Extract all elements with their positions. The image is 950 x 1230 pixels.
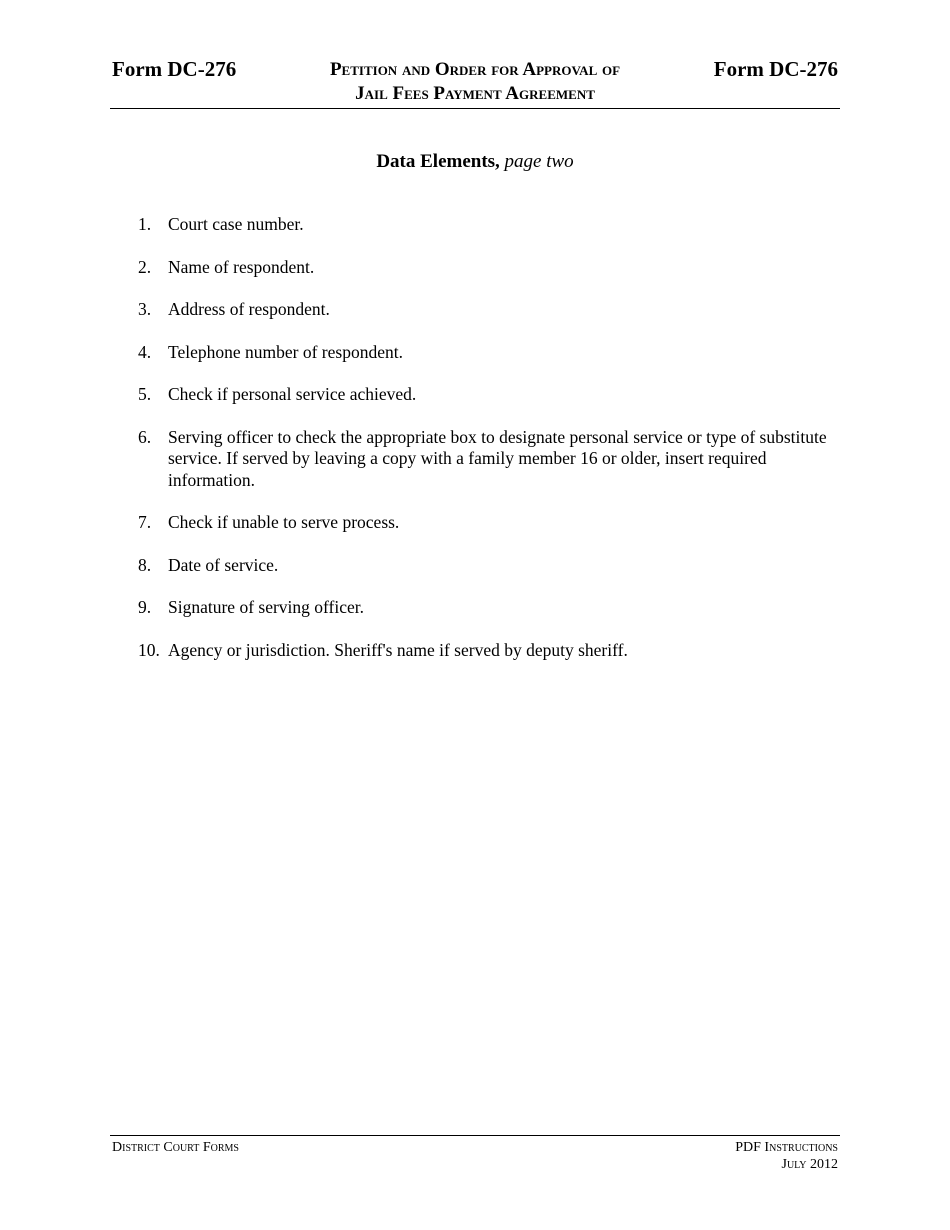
section-heading-bold: Data Elements, (376, 151, 500, 172)
section-heading (0, 150, 950, 174)
item-number: 5. (138, 384, 152, 404)
footer-instructions: PDF Instructions (735, 1140, 838, 1155)
list-item (138, 384, 838, 406)
page-header (110, 56, 840, 109)
item-number: 9. (138, 597, 152, 617)
item-text: Signature of serving officer. (168, 597, 365, 617)
item-text: Name of respondent. (168, 256, 315, 277)
form-title (280, 58, 670, 106)
form-title-line-1: Petition and Order for Approval of (329, 59, 621, 80)
list-item (138, 555, 838, 577)
form-number-right: Form DC-276 (713, 57, 838, 81)
item-number: 3. (138, 299, 152, 319)
item-number: 8. (138, 554, 152, 575)
footer-date: July 2012 (781, 1157, 838, 1172)
data-elements-list (138, 214, 838, 682)
item-number: 6. (138, 426, 152, 447)
form-title-line-2: Jail Fees Payment Agreement (355, 83, 595, 104)
list-item (138, 342, 838, 364)
item-text: Check if personal service achieved. (168, 384, 417, 404)
list-item (138, 512, 838, 534)
footer-right (735, 1139, 838, 1173)
item-number: 7. (138, 512, 152, 532)
item-number: 2. (138, 256, 152, 277)
list-item (138, 214, 838, 236)
list-item (138, 597, 838, 619)
item-text: Serving officer to check the appropriate box to designate personal service or type of substitute service. If served by leaving a copy with a family member 16 or older, insert required information. (168, 426, 827, 490)
form-number-left: Form DC-276 (112, 57, 237, 81)
list-item (138, 427, 838, 492)
list-item (138, 299, 838, 321)
item-text: Agency or jurisdiction. Sheriff's name if served by deputy sheriff. (168, 639, 628, 660)
item-text: Telephone number of respondent. (168, 341, 403, 362)
item-text: Date of service. (168, 554, 279, 575)
list-item (138, 257, 838, 279)
item-number: 4. (138, 341, 152, 362)
item-number: 1. (138, 214, 152, 234)
item-number: 10. (138, 639, 160, 660)
footer-left: District Court Forms (112, 1140, 239, 1155)
item-text: Check if unable to serve process. (168, 512, 400, 532)
page-footer (110, 1135, 840, 1172)
list-item (138, 640, 838, 662)
section-heading-italic: page two (504, 151, 574, 172)
item-text: Court case number. (168, 214, 304, 234)
item-text: Address of respondent. (168, 299, 330, 319)
